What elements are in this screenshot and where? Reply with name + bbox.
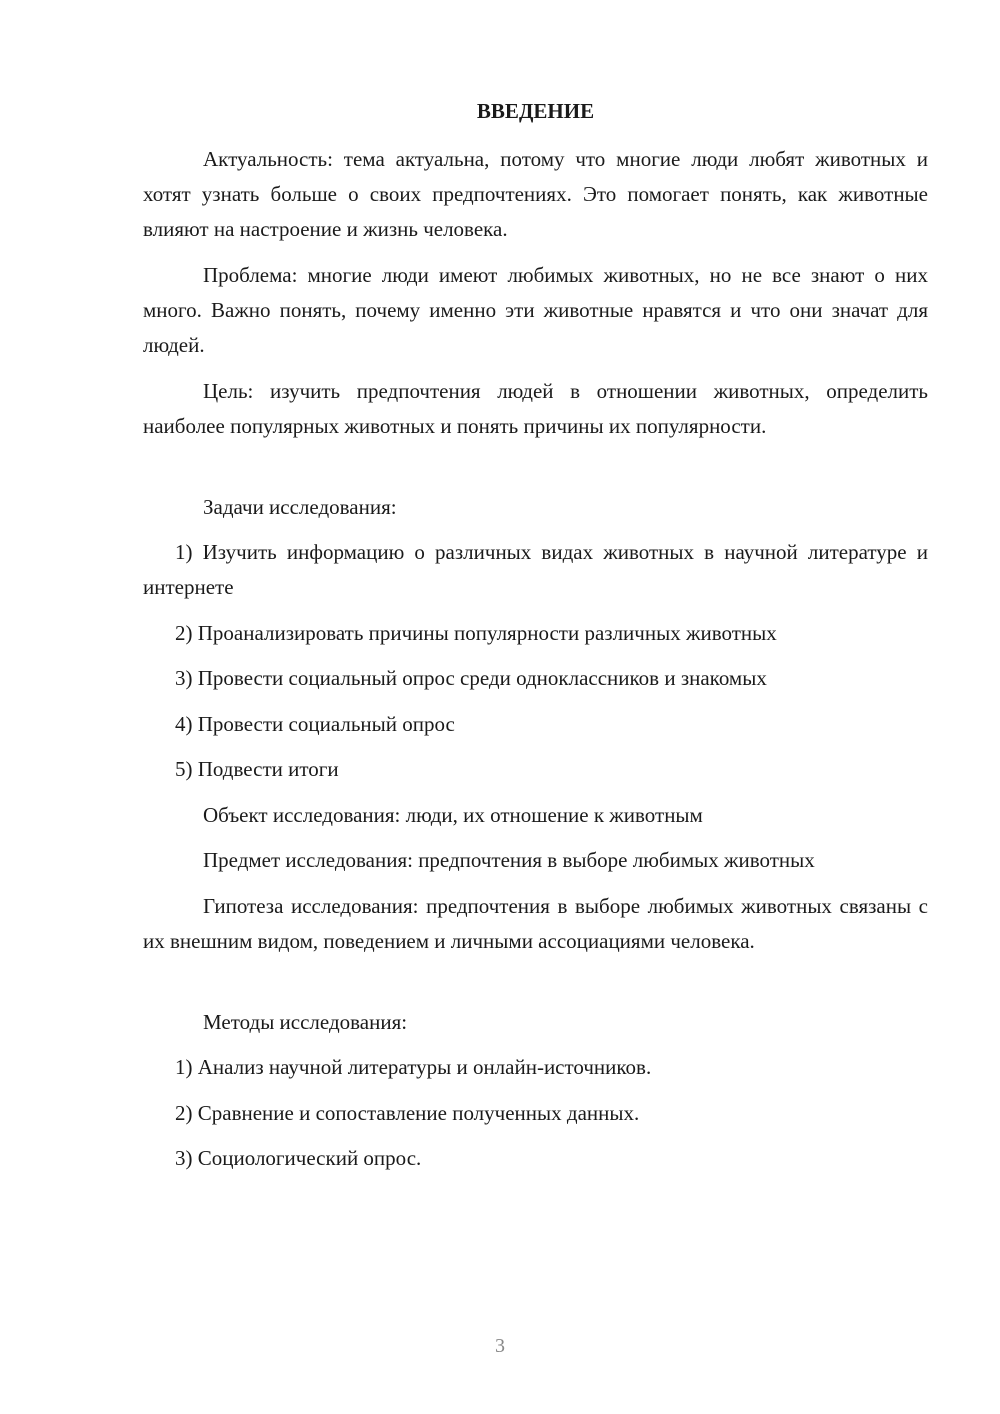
tasks-heading: Задачи исследования: [203,495,397,519]
object-paragraph: Объект исследования: люди, их отношение к животным [203,803,703,827]
page-title: ВВЕДЕНИЕ [476,99,595,123]
task-item-3: 3) Провести социальный опрос среди одноклассников и знакомых [175,666,767,690]
hypothesis-paragraph: Гипотеза исследования: предпочтения в выборе любимых животных связаны с их внешним видом, поведением и личными ассоциациями человека. [143,894,928,953]
method-item-2: 2) Сравнение и сопоставление полученных данных. [175,1101,640,1125]
methods-heading: Методы исследования: [203,1010,408,1034]
document-page [143,0,928,1414]
relevance-paragraph: Актуальность: тема актуальна, потому что многие люди любят животных и хотят узнать больше о своих предпочтениях. Это помогает понять, как животные влияют на настроение и жизнь человека. [143,147,928,241]
problem-paragraph: Проблема: многие люди имеют любимых животных, но не все знают о них много. Важно понять, почему именно эти животные нравятся и что они значат для людей. [143,263,928,357]
task-item-1: 1) Изучить информацию о различных видах животных в научной литературе и интернете [143,540,928,599]
subject-paragraph: Предмет исследования: предпочтения в выборе любимых животных [203,848,815,872]
task-item-5: 5) Подвести итоги [175,757,339,781]
page-number: 3 [495,1335,505,1357]
method-item-1: 1) Анализ научной литературы и онлайн-источников. [175,1055,652,1079]
task-item-4: 4) Провести социальный опрос [175,712,455,736]
task-item-2: 2) Проанализировать причины популярности различных животных [175,621,777,645]
goal-paragraph: Цель: изучить предпочтения людей в отношении животных, определить наиболее популярных животных и понять причины их популярности. [143,379,928,438]
method-item-3: 3) Социологический опрос. [175,1146,422,1170]
